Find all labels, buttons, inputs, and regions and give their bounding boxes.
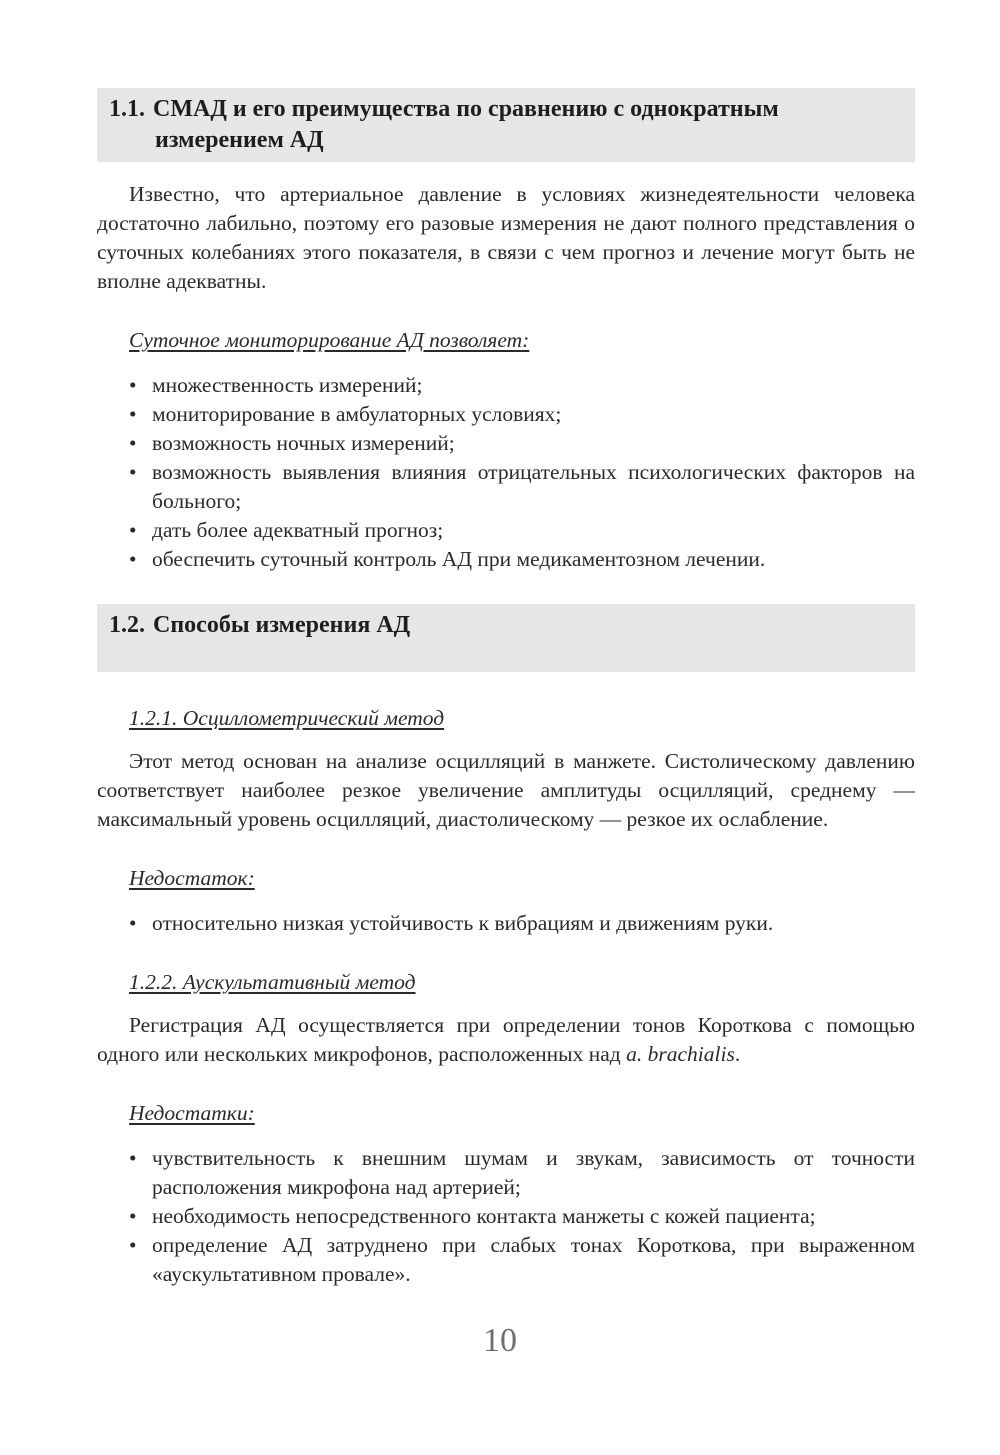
subsection-heading-1-2-1: 1.2.1. Осциллометрический метод <box>129 706 445 730</box>
oscillometric-paragraph: Этот метод основан на анализе осцилляций в манжете. Систолическому давлению соответствует наиболее резкое увеличение амплитуды осцилляций, среднему — максимальный уровень осцилляций, диастолическому — резкое их ослабление. <box>97 749 915 831</box>
intro-paragraph: Известно, что артериальное давление в условиях жизнедеятельности человека достаточно лабильно, поэтому его разовые измерения не дают полного представления о суточных колебаниях этого показателя, в связи с чем прогноз и лечение могут быть не вполне адекватны. <box>97 182 915 293</box>
bullet-icon: • <box>129 518 137 542</box>
bullet-icon: • <box>129 547 137 571</box>
auscultatory-paragraph: Регистрация АД осуществляется при определении тонов Короткова с помощью одного или нескольких микрофонов, расположенных над a. brachialis. <box>97 1013 915 1066</box>
list-item: • необходимость непосредственного контакта манжеты с кожей пациента; <box>97 1202 915 1231</box>
list-item: • определение АД затруднено при слабых тонах Короткова, при выраженном «аускультативном провале». <box>129 1233 915 1286</box>
section-title: Способы измерения АД <box>153 612 411 638</box>
list-item: • относительно низкая устойчивость к вибрациям и движениям руки. <box>97 909 915 938</box>
section-heading-1-2 <box>97 604 915 672</box>
bullet-icon: • <box>129 431 137 455</box>
drawbacks-label: Недостатки: <box>129 1101 255 1125</box>
list-item: • дать более адекватный прогноз; <box>97 516 915 545</box>
list-item: • обеспечить суточный контроль АД при медикаментозном лечении. <box>97 545 915 574</box>
bullet-icon: • <box>129 402 137 426</box>
drawback-label: Недостаток: <box>129 866 255 890</box>
bullet-icon: • <box>129 911 137 935</box>
bullet-icon: • <box>129 1233 137 1257</box>
subsection-heading-1-2-2: 1.2.2. Аускультативный метод <box>129 970 416 994</box>
advantages-list <box>97 371 915 574</box>
bullet-icon: • <box>129 373 137 397</box>
list-item: • возможность выявления влияния отрицательных психологических факторов на больного; <box>129 460 915 513</box>
bullet-icon: • <box>129 1204 137 1228</box>
bullet-icon: • <box>129 1146 137 1170</box>
list-item: • мониторирование в амбулаторных условиях; <box>97 400 915 429</box>
list-item: • чувствительность к внешним шумам и звукам, зависимость от точности расположения микрофона над артерией; <box>129 1146 915 1199</box>
bullet-icon: • <box>129 460 137 484</box>
section-number: 1.1. <box>109 96 145 122</box>
list-item: • возможность ночных измерений; <box>97 429 915 458</box>
latin-term: a. brachialis <box>626 1042 735 1066</box>
section-title-line1: СМАД и его преимущества по сравнению с однократным <box>153 96 779 122</box>
oscillometric-drawbacks-list <box>97 909 915 938</box>
section-number: 1.2. <box>109 612 145 638</box>
list-item: • множественность измерений; <box>97 371 915 400</box>
section-heading-1-1 <box>97 88 915 162</box>
page-number: 10 <box>483 1322 517 1359</box>
auscultatory-drawbacks-list <box>97 1144 915 1289</box>
monitoring-list-label: Суточное мониторирование АД позволяет: <box>129 328 530 352</box>
page-content <box>97 88 915 1289</box>
section-title-line2: измерением АД <box>155 127 324 153</box>
